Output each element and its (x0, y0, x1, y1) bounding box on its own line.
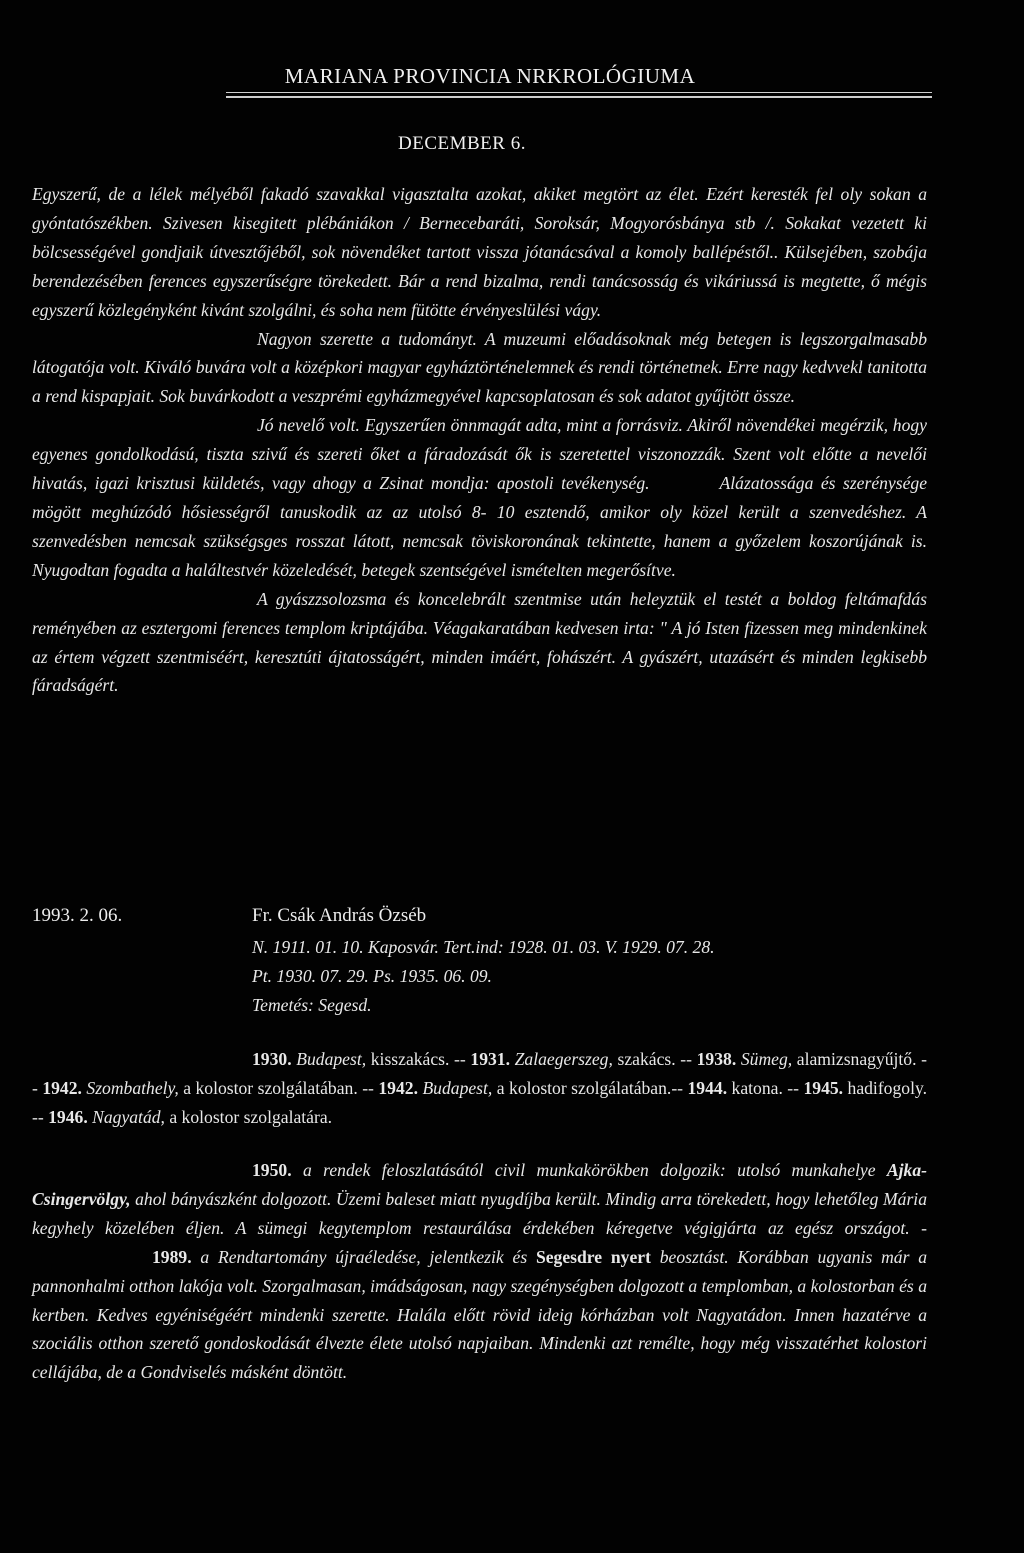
career-paragraph: 1930. Budapest, kisszakács. -- 1931. Zalaegerszeg, szakács. -- 1938. Sümeg, alamizsnagyűjtő. -- 1942. Szombathely, a kolostor szolgálatában. -- 1942. Budapest, a kolostor szolgálatában.-- 1944. katona. -- 1945. hadifogoly. -- 1946. Nagyatád, a kolostor szolgalatára. (32, 1049, 928, 1127)
page-header: MARIANA PROVINCIA NRKROLÓGIUMA (284, 64, 696, 88)
friar-name: Fr. Csák András Özséb (252, 905, 427, 926)
obituary-paragraph (32, 411, 927, 584)
obituary-sentence: Jó nevelő volt. Egyszerűen önnmagát adta, mint a forrásviz. Akiről növendékei megérzik, hogy egyenes gondolkodású, tiszta szivű és szereti őket a fáradozását ők is szeretettel viszonozzák. Szent volt előtte a nevelői hivatás, igazi krisztusi küldetés, vagy ahogy a Zsinat mondja: apostoli tevékenység. (32, 415, 927, 494)
header-rule-bottom (226, 96, 932, 98)
obituary-sentence: Alázatossága és szerénysége mögött meghúzódó hősiességről tanuskodik az az utolsó 8- 10 esztendő, amikor oly közel került a szenvedéshez. A szenvedésben nemcsak szükségsges rosszat látott, nemcsak töviskoronának tekintette, hanem a győzelem koszorújának is. Nyugodtan fogadta a haláltestvér közeledését, betegek szentségével ismételten megerősítve. (32, 473, 928, 580)
obituary-paragraph: Nagyon szerette a tudományt. A muzeumi előadásoknak még betegen is legszorgalmasabb látogatója volt. Kiváló buvára volt a középkori magyar egyháztörténelemnek és rendi történetnek. Erre nagy kedvvekl tanitotta a rend kispapjait. Sok buvárkodott a veszprémi egyházmegyével kapcsoplatosan és sok adatot gyűjtött össze. (32, 328, 927, 407)
obituary-paragraph: A gyászzsolozsma és koncelebrált szentmise után heleyztük el testét a boldog feltámafdás reményében az esztergomi ferences templom kriptájába. Véagakaratában kedvesen irta: " A jó Isten fizessen meg mindenkinek az értem végzett szentmiséért, keresztúti ájtatosságért, minden imáért, fohászért. A gyászért, utazásért és minden legkisebb fáradságért. (32, 588, 927, 696)
obituary-text (32, 180, 927, 700)
header-rule-top (226, 92, 932, 93)
later-life-text (32, 1156, 927, 1387)
profession-info: Pt. 1930. 07. 29. Ps. 1935. 06. 09. (252, 966, 492, 986)
obituary-paragraph: Egyszerű, de a lélek mélyéből fakadó szavakkal vigasztalta azokat, akiket megtört az élet. Ezért keresték fel oly sokan a gyóntatószékben. Szivesen kisegitett plébániákon / Bernecebaráti, Soroksár, Mogyorósbánya stb /. Sokakat vezetett ki bölcsességével gondjaik útvesztőjéből, sok növendéket tartott vissza jótanácsával a komoly ballépéstől.. Külsejében, szobája berendezésében ferences egyszerűségre törekedett. Bár a rend bizalma, rendi tanácsosság és vikáriussá is megtette, ő mégis egyszerű közlegényként kivánt szolgálni, és soha nem fütötte érvényeslülési vágy. (32, 184, 927, 320)
entry-date: DECEMBER 6. (398, 133, 526, 154)
birth-info: N. 1911. 01. 10. Kaposvár. Tert.ind: 1928. 01. 03. V. 1929. 07. 28. (252, 937, 715, 957)
career-list (32, 1045, 927, 1132)
death-date: 1993. 2. 06. (32, 905, 123, 926)
later-paragraph: 1950. a rendek feloszlatásától civil munkakörökben dolgozik: utolsó munkahelye Ajka-Csingervölgy, ahol bányászként dolgozott. Üzemi baleset miatt nyugdíjba került. Mindig arra törekedett, hogy lehetőleg Mária kegyhely közelében éljen. A sümegi kegytemplom restaurálása érdekében kéregetve végigjárta az egész országot. -1989. a Rendtartomány újraéledése, jelentkezik és Segesdre nyert beosztást. Korábban ugyanis már a pannonhalmi otthon lakója volt. Szorgalmasan, imádságosan, nagy szegénységben dolgozott a templomban, a kolostorban és a kertben. Kedves egyéniségéért mindenki szerette. Halála előtt rövid ideig kórházban volt Nagyatádon. Innen hazatérve a szociális otthon szerető gondoskodását élvezte élete utolsó napjaiban. Mindenki azt remélte, hogy még visszatérhet kolostori cellájába, de a Gondviselés másként döntött. (32, 1160, 927, 1383)
burial-info: Temetés: Segesd. (252, 995, 372, 1015)
